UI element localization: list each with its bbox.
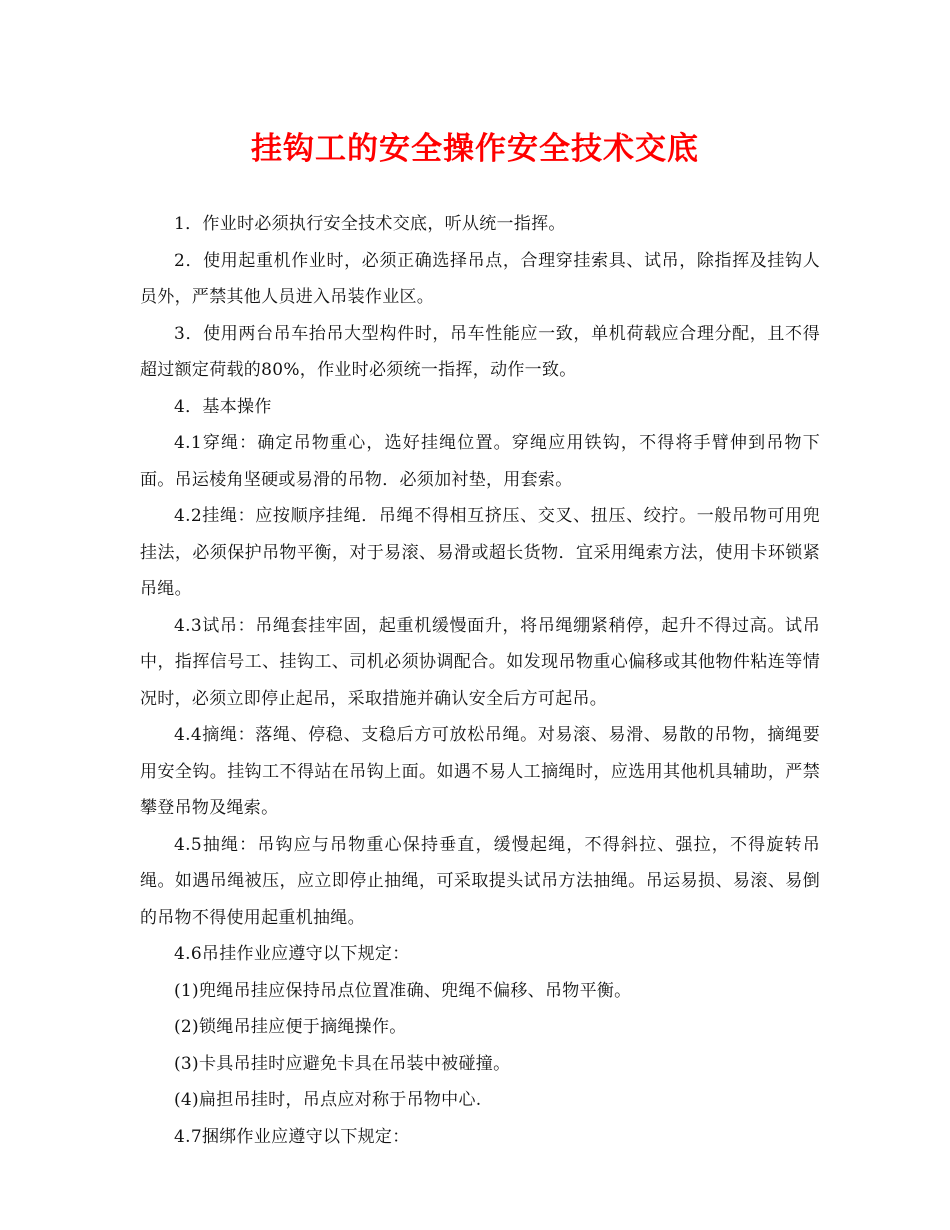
paragraph-4-6: 4.6吊挂作业应遵守以下规定： [174,944,410,964]
paragraph-4-5: 4.5抽绳：吊钩应与吊物重心保持垂直，缓慢起绳，不得斜拉、强拉，不得旋转吊绳。如遇吊绳被压，应立即停止抽绳，可采取提头试吊方法抽绳。吊运易损、易滚、易倒的吊物不得使用起重机抽绳。 [140,834,820,928]
paragraph-2: 2．使用起重机作业时，必须正确选择吊点，合理穿挂索具、试吊，除指挥及挂钩人员外，严禁其他人员进入吊装作业区。 [140,250,820,307]
paragraph-4-4: 4.4摘绳：落绳、停稳、支稳后方可放松吊绳。对易滚、易滑、易散的吊物，摘绳要用安全钩。挂钩工不得站在吊钩上面。如遇不易人工摘绳时，应选用其他机具辅助，严禁攀登吊物及绳索。 [140,725,820,818]
document-body [140,206,820,1155]
list-item-1: (1)兜绳吊挂应保持吊点位置准确、兜绳不偏移、吊物平衡。 [174,980,632,1001]
paragraph-4-3: 4.3试吊：吊绳套挂牢固，起重机缓慢面升，将吊绳绷紧稍停，起升不得过高。试吊中，指挥信号工、挂钩工、司机必须协调配合。如发现吊物重心偏移或其他物件粘连等情况时，必须立即停止起吊，采取措施并确认安全后方可起吊。 [140,615,820,709]
paragraph-4: 4．基本操作 [174,396,272,417]
paragraph-4-2: 4.2挂绳：应按顺序挂绳．吊绳不得相互挤压、交叉、扭压、绞拧。一般吊物可用兜挂法，必须保护吊物平衡，对于易滚、易滑或超长货物．宜采用绳索方法，使用卡环锁紧吊绳。 [140,506,820,599]
paragraph-3: 3．使用两台吊车抬吊大型构件时，吊车性能应一致，单机荷载应合理分配，且不得超过额定荷载的80%，作业时必须统一指挥，动作一致。 [140,323,820,380]
list-item-2: (2)锁绳吊挂应便于摘绳操作。 [174,1017,407,1037]
list-item-3: (3)卡具吊挂时应避免卡具在吊装中被碰撞。 [174,1053,511,1074]
list-item-4: (4)扁担吊挂时，吊点应对称于吊物中心. [174,1090,482,1110]
paragraph-4-1: 4.1穿绳：确定吊物重心，选好挂绳位置。穿绳应用铁钩，不得将手臂伸到吊物下面。吊运棱角坚硬或易滑的吊物．必须加衬垫，用套索。 [140,433,820,490]
paragraph-1: 1．作业时必须执行安全技术交底，听从统一指挥。 [174,214,566,234]
document-title: 挂钩工的安全操作安全技术交底 [251,131,699,167]
paragraph-4-7: 4.7捆绑作业应遵守以下规定： [174,1126,410,1147]
